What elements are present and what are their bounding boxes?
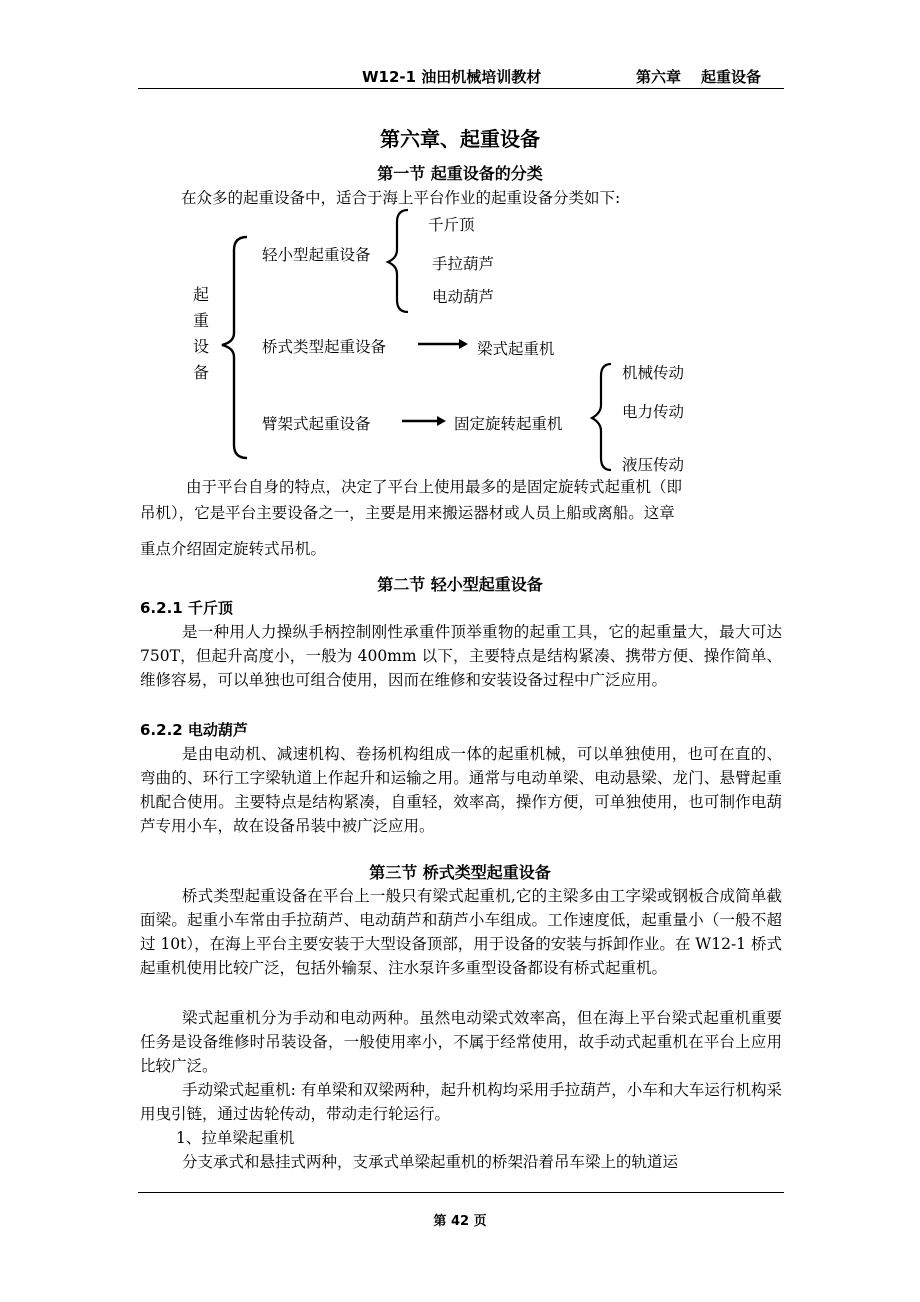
section-3-para-2: 梁式起重机分为手动和电动两种。虽然电动梁式效率高，但在海上平台梁式起重机重要任务是设备维修时吊装设备，一般使用率小，不属于经常使用，故手动式起重机在平台上应用比较广泛。 [140,1009,782,1075]
diagram-drive-electric: 电力传动 [622,403,685,421]
running-header-book-title: W12-1 油田机械培训教材 [362,68,542,86]
diagram-drive-hydraulic: 液压传动 [622,456,685,474]
subsection-6-2-1-text: 是一种用人力操纵手柄控制刚性承重件顶举重物的起重工具，它的起重量大，最大可达 750T，但起升高度小，一般为 400mm 以下，主要特点是结构紧凑、携带方便、操作简单、维修容易，可以单独也可组合使用，因而在维修和安装设备过程中广泛应用。 [140,623,782,689]
section-3-para-3: 手动梁式起重机: 有单梁和双梁两种，起升机构均采用手拉葫芦，小车和大车运行机构采用曳引链，通过齿轮传动，带动走行轮运行。 [140,1081,782,1123]
diagram-lines [0,0,920,480]
diagram-jib-target: 固定旋转起重机 [454,415,563,433]
diagram-light-item-jack: 千斤顶 [428,216,475,234]
subsection-6-2-2-text: 是由电动机、减速机构、卷扬机构组成一体的起重机械，可以单独使用，也可在直的、弯曲的、环行工字梁轨道上作起升和运输之用。通常与电动单梁、电动悬梁、龙门、悬臂起重机配合使用。主要特点是结构紧凑，自重轻，效率高，操作方便，可单独使用，也可制作电葫芦专用小车，故在设备吊装中被广泛应用。 [140,745,782,835]
page-number: 第 42 页 [433,1214,487,1229]
diagram-drive-mechanical: 机械传动 [622,364,685,382]
diagram-root-label: 起重设备 [192,285,209,382]
section-1-intro: 在众多的起重设备中，适合于海上平台作业的起重设备分类如下: [181,189,621,207]
diagram-light-item-electric-hoist: 电动葫芦 [432,288,495,306]
section-3-item-1: 1、拉单梁起重机 [176,1129,295,1147]
section-2-title: 第二节 轻小型起重设备 [377,575,543,594]
diagram-light-item-chain-hoist: 手拉葫芦 [432,255,495,273]
section-1-para-line-3: 重点介绍固定旋转式吊机。 [140,540,327,558]
subsection-6-2-1-title: 6.2.1 千斤顶 [140,599,233,617]
diagram-bridge-target: 梁式起重机 [477,340,555,358]
chapter-title: 第六章、起重设备 [380,127,540,151]
diagram-light-category: 轻小型起重设备 [262,246,371,264]
footer-rule [138,1192,784,1193]
section-1-para-line-2: 吊机），它是平台主要设备之一，主要是用来搬运器材或人员上船或离船。这章 [140,504,675,522]
section-3-para-4: 分支承式和悬挂式两种，支承式单梁起重机的桥架沿着吊车梁上的轨道运 [182,1153,679,1171]
section-3-title: 第三节 桥式类型起重设备 [369,863,551,882]
subsection-6-2-2-title: 6.2.2 电动葫芦 [140,721,248,739]
section-1-title: 第一节 起重设备的分类 [377,164,543,183]
diagram-bridge-category: 桥式类型起重设备 [262,338,387,356]
diagram-jib-category: 臂架式起重设备 [262,415,371,433]
section-1-para-line-1: 由于平台自身的特点，决定了平台上使用最多的是固定旋转式起重机（即 [186,478,683,496]
running-header-chapter-name: 起重设备 [701,68,762,86]
running-header-chapter-label: 第六章 [636,68,682,86]
section-3-para-1: 桥式类型起重设备在平台上一般只有梁式起重机,它的主梁多由工字梁或钢板合成简单截面梁。起重小车常由手拉葫芦、电动葫芦和葫芦小车组成。工作速度低，起重量小（一般不超过 10t），在海上平台主要安装于大型设备顶部，用于设备的安装与拆卸作业。在 W12-1 桥式起重机使用比较广泛，包括外输泵、注水泵许多重型设备都设有桥式起重机。 [140,887,782,977]
